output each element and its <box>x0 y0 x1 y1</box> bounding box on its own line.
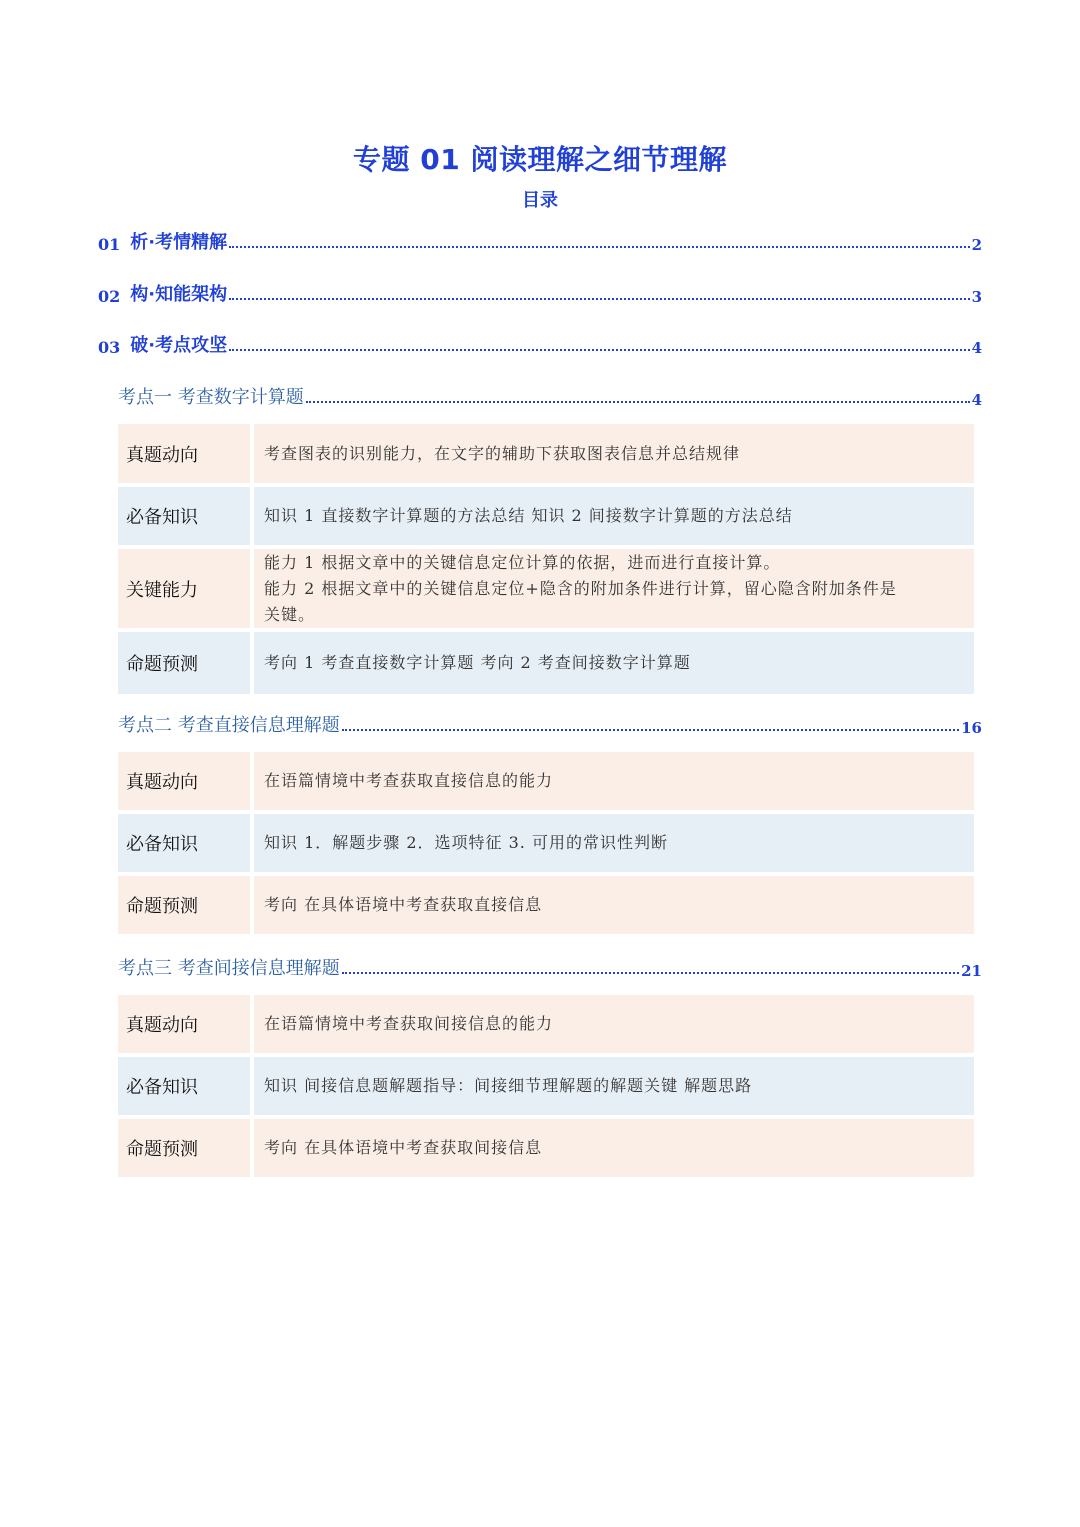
table-row <box>118 876 974 934</box>
toc-entry-02[interactable] <box>98 280 982 306</box>
row-value <box>254 549 974 628</box>
toc-entry-page: 4 <box>971 339 982 357</box>
toc-entry-label: 破·考点攻坚 <box>130 335 228 356</box>
row-value: 考向 1 考查直接数字计算题 考向 2 考查间接数字计算题 <box>254 632 974 694</box>
point-2-table <box>118 752 974 938</box>
toc-leader-dots <box>306 401 970 403</box>
toc-leader-dots <box>229 246 969 248</box>
row-value-line: 能力 2 根据文章中的关键信息定位+隐含的附加条件进行计算，留心隐含附加条件是 <box>264 578 897 598</box>
toc-point-2[interactable] <box>118 711 982 737</box>
table-row <box>118 424 974 483</box>
row-value: 知识 1 直接数字计算题的方法总结 知识 2 间接数字计算题的方法总结 <box>254 487 974 545</box>
table-row <box>118 487 974 545</box>
row-key: 必备知识 <box>118 814 250 872</box>
toc-entry-number: 03 <box>98 338 121 357</box>
point-3-table <box>118 995 974 1181</box>
toc-leader-dots <box>342 972 959 974</box>
toc-point-page: 21 <box>961 962 982 980</box>
table-row <box>118 1119 974 1177</box>
row-key: 真题动向 <box>118 424 250 483</box>
toc-point-page: 16 <box>961 719 982 737</box>
toc-entry-03[interactable] <box>98 331 982 357</box>
toc-point-page: 4 <box>971 391 982 409</box>
toc-entry-label: 构·知能架构 <box>130 284 228 305</box>
row-value: 知识 1．解题步骤 2．选项特征 3. 可用的常识性判断 <box>254 814 974 872</box>
row-key: 命题预测 <box>118 876 250 934</box>
row-key: 真题动向 <box>118 752 250 810</box>
table-row <box>118 995 974 1053</box>
toc-point-label: 考点三 考查间接信息理解题 <box>118 958 340 979</box>
row-key: 必备知识 <box>118 1057 250 1115</box>
toc-leader-dots <box>342 729 959 731</box>
table-row <box>118 814 974 872</box>
toc-entry-page: 3 <box>971 288 982 306</box>
toc-entry-page: 2 <box>971 236 982 254</box>
row-key: 真题动向 <box>118 995 250 1053</box>
point-1-table <box>118 424 974 698</box>
toc-entry-01[interactable] <box>98 228 982 254</box>
toc-point-label: 考点二 考查直接信息理解题 <box>118 715 340 736</box>
row-key: 必备知识 <box>118 487 250 545</box>
row-value: 在语篇情境中考查获取间接信息的能力 <box>254 995 974 1053</box>
row-value: 考向 在具体语境中考查获取间接信息 <box>254 1119 974 1177</box>
toc-leader-dots <box>229 349 969 351</box>
table-row <box>118 549 974 628</box>
toc-entry-label: 析·考情精解 <box>130 232 228 253</box>
row-value: 考向 在具体语境中考查获取直接信息 <box>254 876 974 934</box>
row-value: 考查图表的识别能力，在文字的辅助下获取图表信息并总结规律 <box>254 424 974 483</box>
row-key: 关键能力 <box>118 549 250 628</box>
toc-point-label: 考点一 考查数字计算题 <box>118 387 304 408</box>
table-row <box>118 752 974 810</box>
document-title: 专题 01 阅读理解之细节理解 <box>353 143 727 176</box>
toc-point-1[interactable] <box>118 383 982 409</box>
row-value: 在语篇情境中考查获取直接信息的能力 <box>254 752 974 810</box>
toc-point-3[interactable] <box>118 954 982 980</box>
row-key: 命题预测 <box>118 1119 250 1177</box>
row-key: 命题预测 <box>118 632 250 694</box>
toc-heading: 目录 <box>522 190 558 211</box>
row-value: 知识 间接信息题解题指导：间接细节理解题的解题关键 解题思路 <box>254 1057 974 1115</box>
row-value-line: 关键。 <box>264 604 316 624</box>
table-row <box>118 1057 974 1115</box>
table-row <box>118 632 974 694</box>
row-value-line: 能力 1 根据文章中的关键信息定位计算的依据，进而进行直接计算。 <box>264 552 781 572</box>
toc-leader-dots <box>229 298 969 300</box>
toc-entry-number: 02 <box>98 287 121 306</box>
toc-entry-number: 01 <box>98 235 121 254</box>
